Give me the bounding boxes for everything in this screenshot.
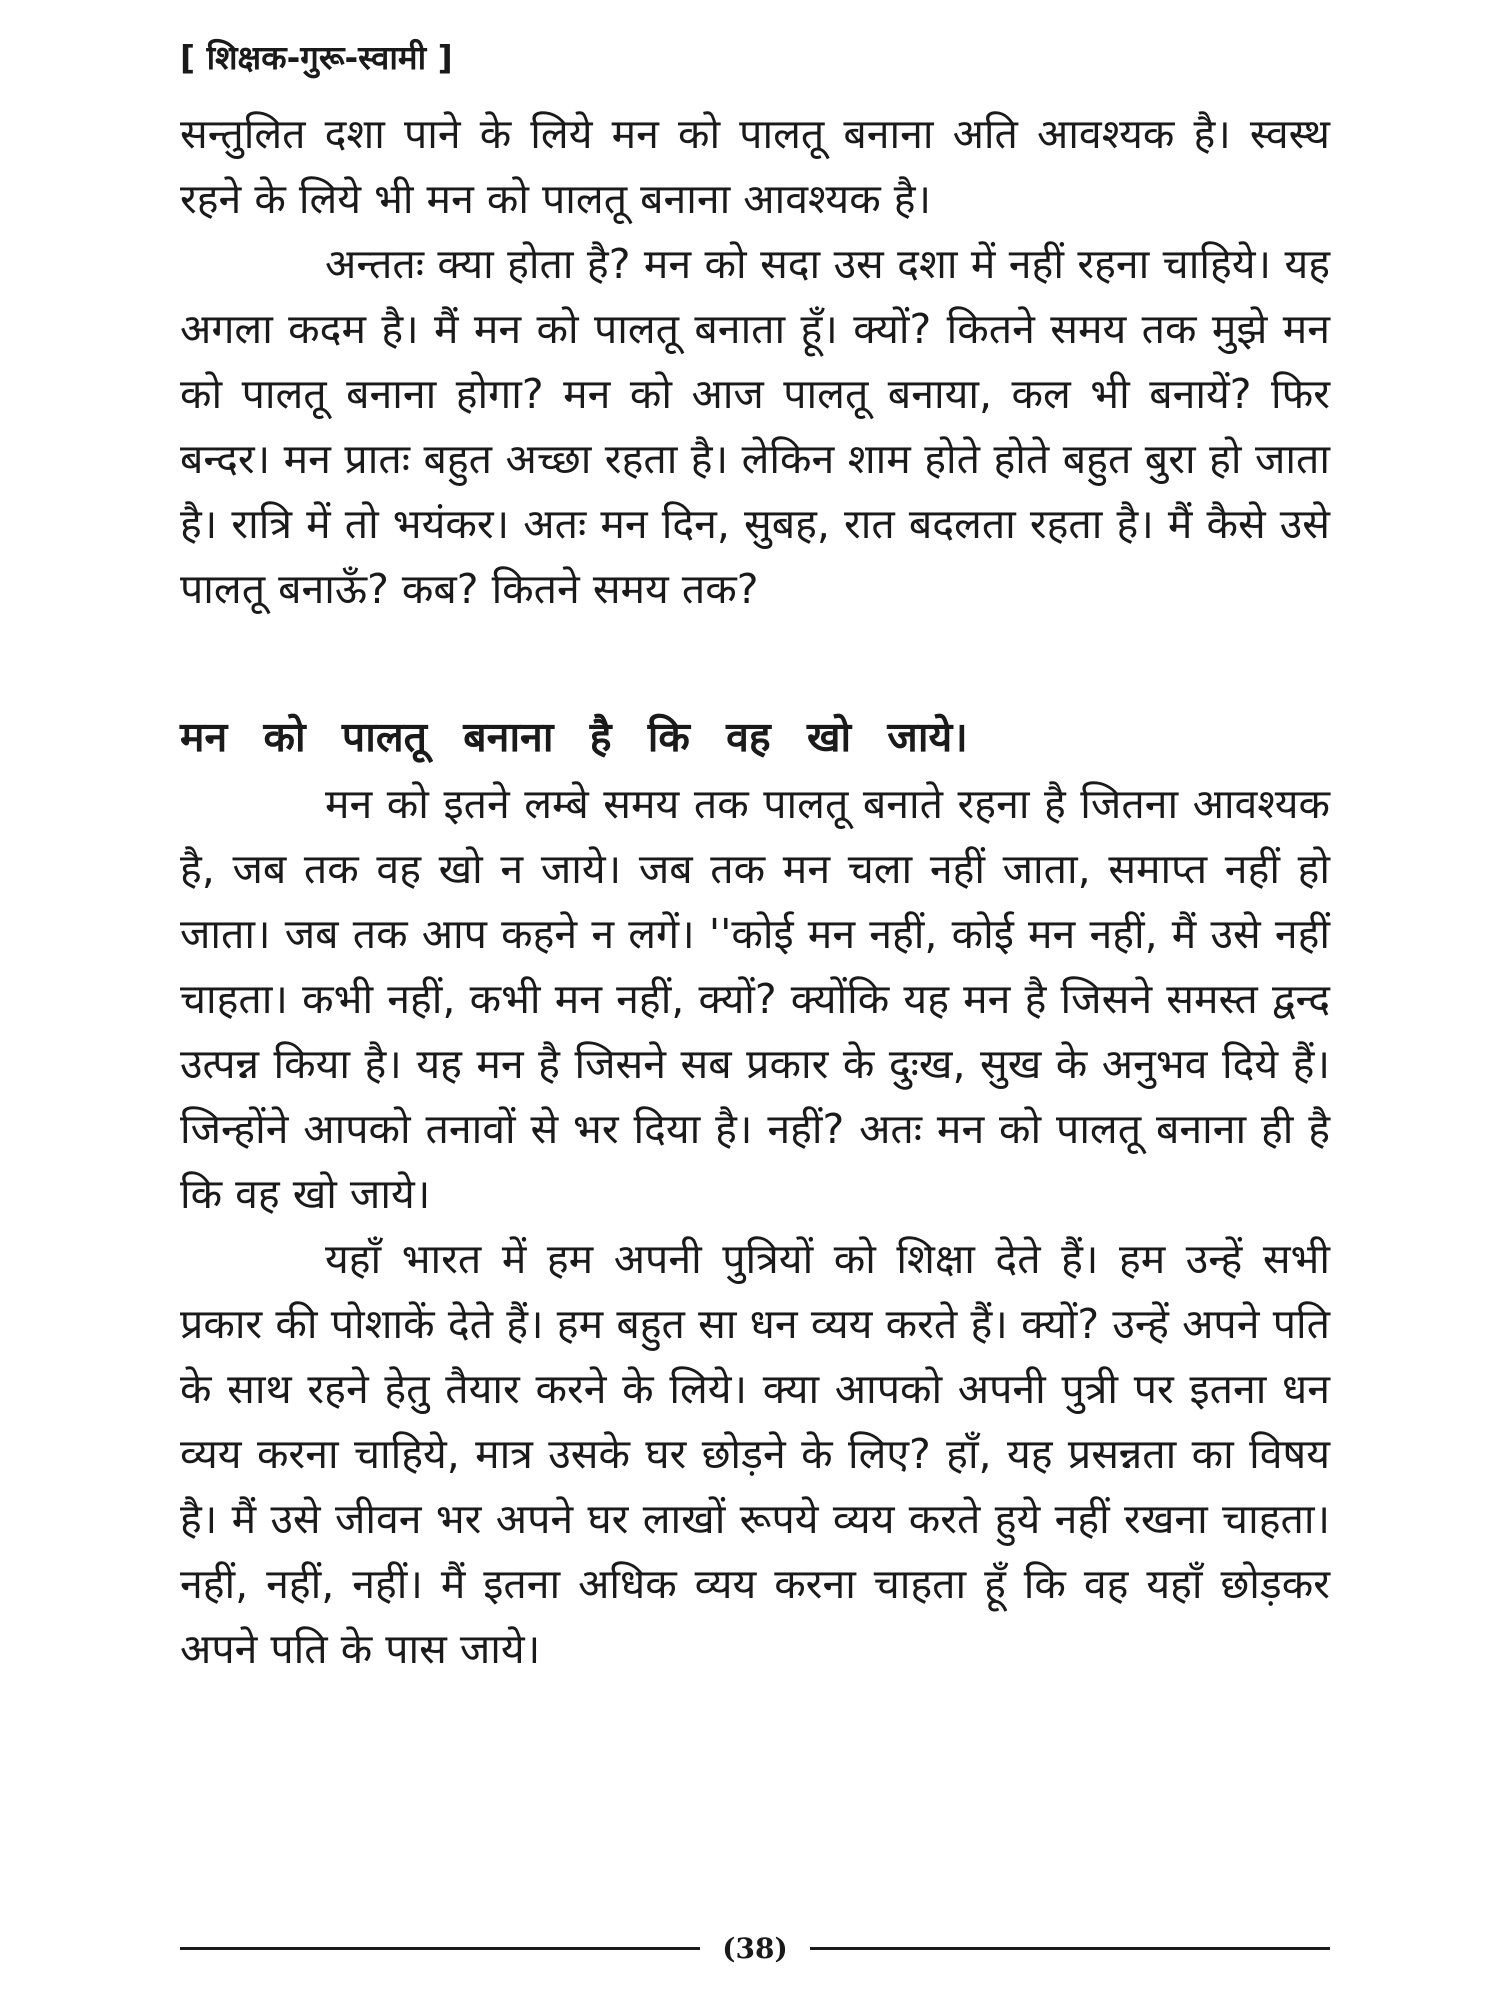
- body-paragraph-2: अन्ततः क्या होता है? मन को सदा उस दशा में नहीं रहना चाहिये। यह अगला कदम है। मैं मन को पालतू बनाता हूँ। क्यों? कितने समय तक मुझे मन को पालतू बनाना होगा? मन को आज पालतू बनाया, कल भी बनायें? फिर बन्दर। मन प्रातः बहुत अच्छा रहता है। लेकिन शाम होते होते बहुत बुरा हो जाता है। रात्रि में तो भयंकर। अतः मन दिन, सुबह, रात बदलता रहता है। मैं कैसे उसे पालतू बनाऊँ? कब? कितने समय तक?: [180, 240, 1330, 613]
- body-paragraph-1: सन्तुलित दशा पाने के लिये मन को पालतू बनाना अति आवश्यक है। स्वस्थ रहने के लिये भी मन को पालतू बनाना आवश्यक है।: [180, 110, 1330, 223]
- running-header: [ शिक्षक-गुरू-स्वामी ]: [180, 38, 453, 77]
- footer-rule-left: [180, 1947, 700, 1950]
- body-paragraph-3: मन को इतने लम्बे समय तक पालतू बनाते रहना है जितना आवश्यक है, जब तक वह खो न जाये। जब तक मन चला नहीं जाता, समाप्त नहीं हो जाता। जब तक आप कहने न लगें। ''कोई मन नहीं, कोई मन नहीं, मैं उसे नहीं चाहता। कभी नहीं, कभी मन नहीं, क्यों? क्योंकि यह मन है जिसने समस्त द्वन्द उत्पन्न किया है। यह मन है जिसने सब प्रकार के दुःख, सुख के अनुभव दिये हैं। जिन्होंने आपको तनावों से भर दिया है। नहीं? अतः मन को पालतू बनाना ही है कि वह खो जाये।: [180, 780, 1330, 1218]
- page-number: (38): [722, 1931, 788, 1965]
- page-footer: [180, 1928, 1330, 1968]
- body-paragraph-4: यहाँ भारत में हम अपनी पुत्रियों को शिक्षा देते हैं। हम उन्हें सभी प्रकार की पोशाकें देते हैं। हम बहुत सा धन व्यय करते हैं। क्यों? उन्हें अपने पति के साथ रहने हेतु तैयार करने के लिये। क्या आपको अपनी पुत्री पर इतना धन व्यय करना चाहिये, मात्र उसके घर छोड़ने के लिए? हाँ, यह प्रसन्नता का विषय है। मैं उसे जीवन भर अपने घर लाखों रूपये व्यय करते हुये नहीं रखना चाहता। नहीं, नहीं, नहीं। मैं इतना अधिक व्यय करना चाहता हूँ कि वह यहाँ छोड़कर अपने पति के पास जाये।: [180, 1235, 1330, 1673]
- section-heading: मन को पालतू बनाना है कि वह खो जाये।: [180, 713, 968, 761]
- footer-rule-right: [810, 1947, 1330, 1950]
- book-page: [180, 28, 1330, 1978]
